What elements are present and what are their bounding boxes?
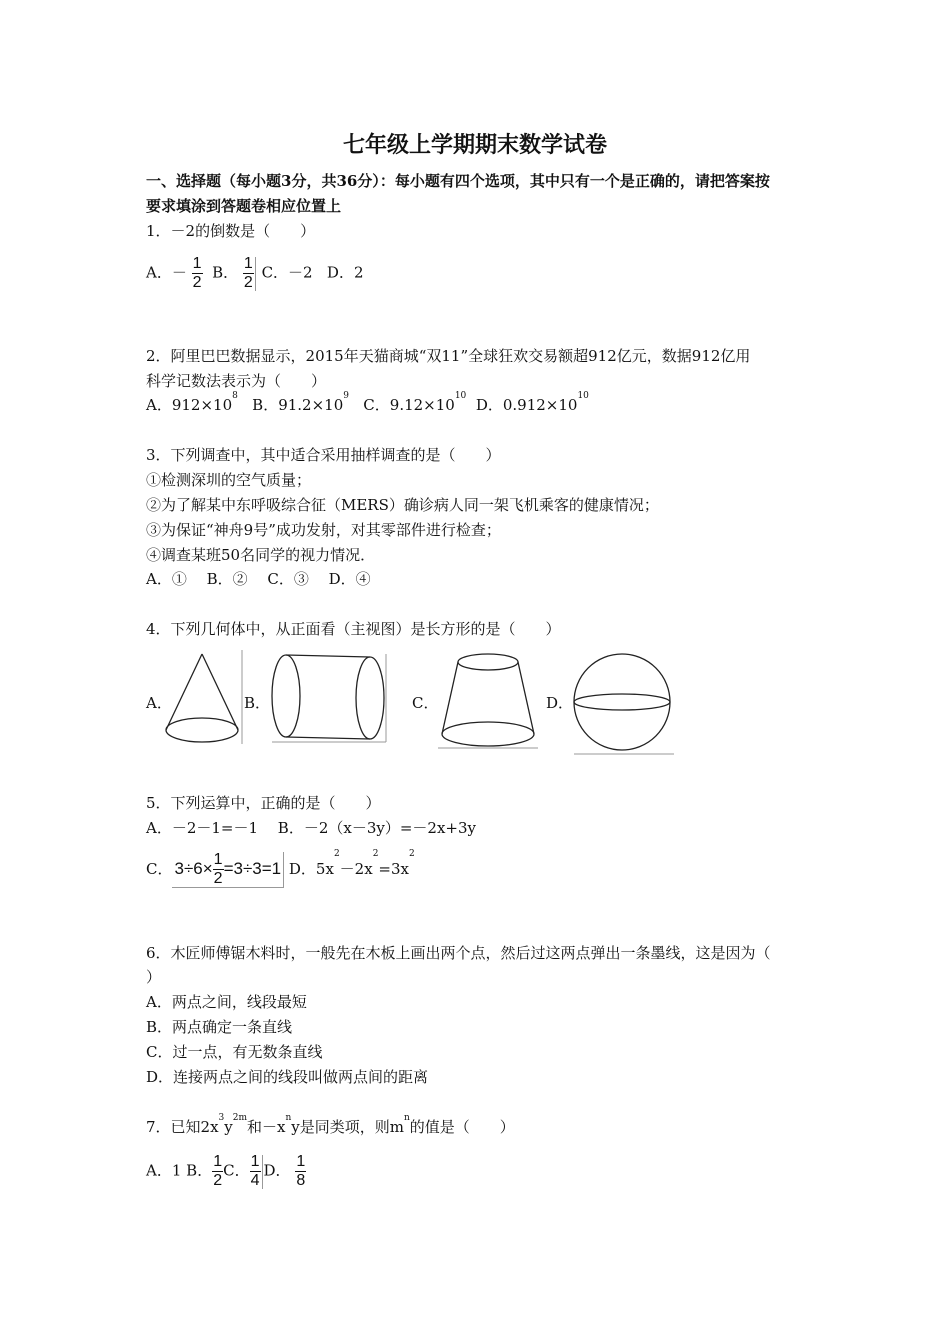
q4-option-b: B． [244, 694, 271, 712]
q3-item-2: ②为了解某中东呼吸综合征（MERS）确诊病人同一架飞机乘客的健康情况； [146, 496, 659, 514]
cone-figure [160, 650, 250, 746]
q6-option-c: C．过一点，有无数条直线 [146, 1043, 323, 1061]
q3-item-1: ①检测深圳的空气质量； [146, 471, 312, 489]
section-heading-line2: 要求填涂到答题卷相应位置上 [146, 197, 342, 215]
q2-stem-line1: 2．阿里巴巴数据显示，2015年天猫商城“双11”全球狂欢交易额超912亿元，数据912亿用 [146, 347, 751, 365]
q1-option-c: C．－2 [261, 263, 313, 282]
q7-options: A．1 B． $\frac{1}{2}$ C． $\frac{1}{4}$ D． $\frac{1}{8}$ [146, 1153, 306, 1189]
q4-stem: 4．下列几何体中，从正面看（主视图）是长方形的是（ ） [146, 620, 561, 638]
q1-fraction-b: $\frac{1}{2}$ [243, 255, 253, 291]
q4-option-c: C． [412, 694, 439, 712]
q3-stem: 3．下列调查中，其中适合采用抽样调查的是（ ） [146, 446, 501, 464]
q3-item-3: ③为保证“神舟9号”成功发射，对其零部件进行检查； [146, 521, 501, 539]
q7-option-a: A．1 [146, 1161, 182, 1180]
sphere-figure [570, 652, 678, 756]
section-heading-line1: 一、选择题（每小题3分，共36分）：每小题有四个选项，其中只有一个是正确的，请把答案按 [146, 172, 770, 190]
q3-item-4: ④调查某班50名同学的视力情况． [146, 546, 376, 564]
q6-stem-line1: 6．木匠师傅锯木料时，一般先在木板上画出两个点，然后过这两点弹出一条墨线，这是因为（ [146, 944, 771, 962]
q5-stem: 5．下列运算中，正确的是（ ） [146, 794, 381, 812]
q2-stem-line2: 科学记数法表示为（ ） [146, 372, 327, 390]
q6-option-b: B．两点确定一条直线 [146, 1018, 293, 1036]
q5-option-d: D．$5x^2-2x^2=3x^2$ [288, 849, 415, 878]
q7-stem: 7．已知$2x^3y^{2m}$和$-x^ny$是同类项，则$m^n$的值是（ ） [146, 1113, 515, 1136]
q2-options: A．$912\times 10^8$ B．$91.2\times 10^9$ C．$9.12\times 10^{10}$ D．$0.912\times 10^{10}$ [146, 391, 589, 414]
q1-fraction-a: $\frac{1}{2}$ [192, 255, 202, 291]
q1-option-a-label: A．－ [146, 263, 187, 282]
q7-fraction-b: $\frac{1}{2}$ [213, 1153, 223, 1189]
q1-option-b-label: B． [212, 263, 239, 282]
q1-option-d: D．2 [326, 263, 364, 282]
q6-option-d: D．连接两点之间的线段叫做两点间的距离 [146, 1068, 429, 1086]
q3-options: A．① B．② C．③ D．④ [146, 570, 371, 588]
q4-option-d: D． [546, 694, 574, 712]
cylinder-figure [268, 652, 392, 744]
q6-stem-line2: ） [146, 968, 162, 986]
q4-option-a: A． [146, 694, 172, 712]
page-title: 七年级上学期期末数学试卷 [342, 132, 607, 158]
q6-option-a: A．两点之间，线段最短 [146, 993, 307, 1011]
q1-stem: 1．－2的倒数是（ ） [146, 222, 316, 240]
q7-fraction-d: $\frac{1}{8}$ [296, 1153, 306, 1189]
q5-options-ab: A．－2－1=－1 B．－2（x－3y）=－2x+3y [146, 819, 477, 837]
frustum-figure [436, 652, 542, 750]
q5-option-c-expression: 3÷6× $\frac{1}{2}$ =3÷3=1 [172, 852, 284, 888]
q7-fraction-c: $\frac{1}{4}$ [250, 1153, 260, 1189]
q5-options-cd: C． 3÷6× $\frac{1}{2}$ =3÷3=1 D．$5x^2-2x^2=3x^2$ [146, 849, 415, 887]
q1-options [146, 256, 364, 291]
